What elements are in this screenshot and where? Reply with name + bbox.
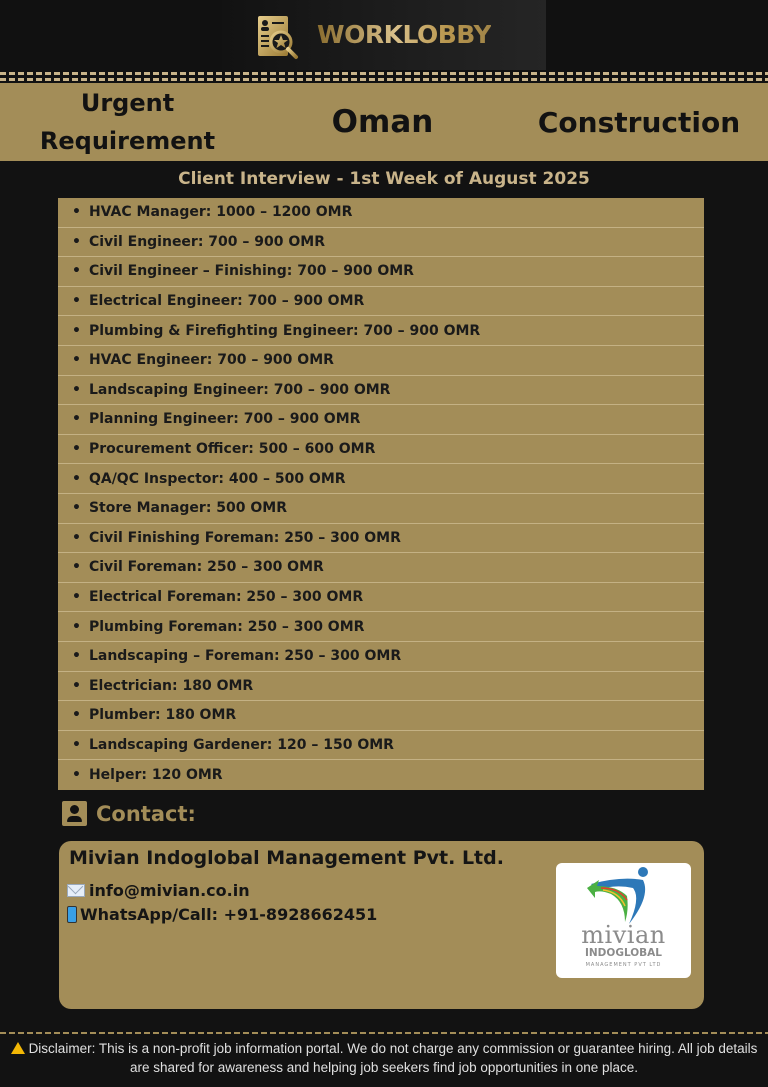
jobs-list: [58, 198, 704, 790]
list-item: • Landscaping – Foreman: 250 – 300 OMR: [58, 642, 704, 672]
list-item: • Civil Engineer: 700 – 900 OMR: [58, 228, 704, 258]
divider: [0, 72, 768, 75]
brand-logo: [222, 0, 546, 70]
list-item: • Civil Engineer – Finishing: 700 – 900 OMR: [58, 257, 704, 287]
company-logo: mivian INDOGLOBAL MANAGEMENT PVT LTD: [556, 863, 691, 978]
list-item: • Landscaping Gardener: 120 – 150 OMR: [58, 731, 704, 761]
email-link[interactable]: info@mivian.co.in: [67, 881, 250, 900]
list-item: • QA/QC Inspector: 400 – 500 OMR: [58, 464, 704, 494]
list-item: • Plumbing & Firefighting Engineer: 700 – 900 OMR: [58, 316, 704, 346]
envelope-icon: [67, 884, 85, 897]
industry-label: Construction: [537, 105, 741, 139]
list-item: • Planning Engineer: 700 – 900 OMR: [58, 405, 704, 435]
list-item: • HVAC Engineer: 700 – 900 OMR: [58, 346, 704, 376]
list-item: • HVAC Manager: 1000 – 1200 OMR: [58, 198, 704, 228]
list-item: • Electrical Foreman: 250 – 300 OMR: [58, 583, 704, 613]
warning-icon: [11, 1042, 25, 1054]
list-item: • Electrician: 180 OMR: [58, 672, 704, 702]
list-item: • Procurement Officer: 500 – 600 OMR: [58, 435, 704, 465]
footer-divider: [0, 1032, 768, 1034]
contact-card: [59, 841, 704, 1009]
list-item: • Civil Foreman: 250 – 300 OMR: [58, 553, 704, 583]
list-item: • Helper: 120 OMR: [72, 767, 223, 784]
urgency-label: Urgent Requirement: [39, 89, 216, 155]
list-item: • Electrical Engineer: 700 – 900 OMR: [58, 287, 704, 317]
phone-link[interactable]: WhatsApp/Call: +91-8928662451: [67, 905, 377, 924]
list-item: • Civil Finishing Foreman: 250 – 300 OMR: [58, 524, 704, 554]
country-label: Oman: [331, 104, 434, 140]
disclaimer: Disclaimer: This is a non-profit job information portal. We do not charge any commission or guarantee hiring. All job details are shared for awareness and helping job seekers find job opportunities in one place.: [8, 1039, 760, 1077]
person-icon: [62, 801, 87, 826]
mobile-phone-icon: [67, 906, 77, 923]
company-name: Mivian Indoglobal Management Pvt. Ltd.: [69, 847, 504, 869]
document-search-star-icon: [256, 13, 300, 61]
list-item: • Plumber: 180 OMR: [58, 701, 704, 731]
divider: [0, 78, 768, 81]
header-band: [0, 83, 768, 161]
interview-date: Client Interview - 1st Week of August 2025: [178, 169, 590, 189]
list-item: • Landscaping Engineer: 700 – 900 OMR: [58, 376, 704, 406]
list-item: • Store Manager: 500 OMR: [58, 494, 704, 524]
brand-name: WORKLOBBY: [317, 20, 492, 49]
contact-heading: Contact:: [62, 801, 196, 826]
list-item: • Plumbing Foreman: 250 – 300 OMR: [58, 612, 704, 642]
